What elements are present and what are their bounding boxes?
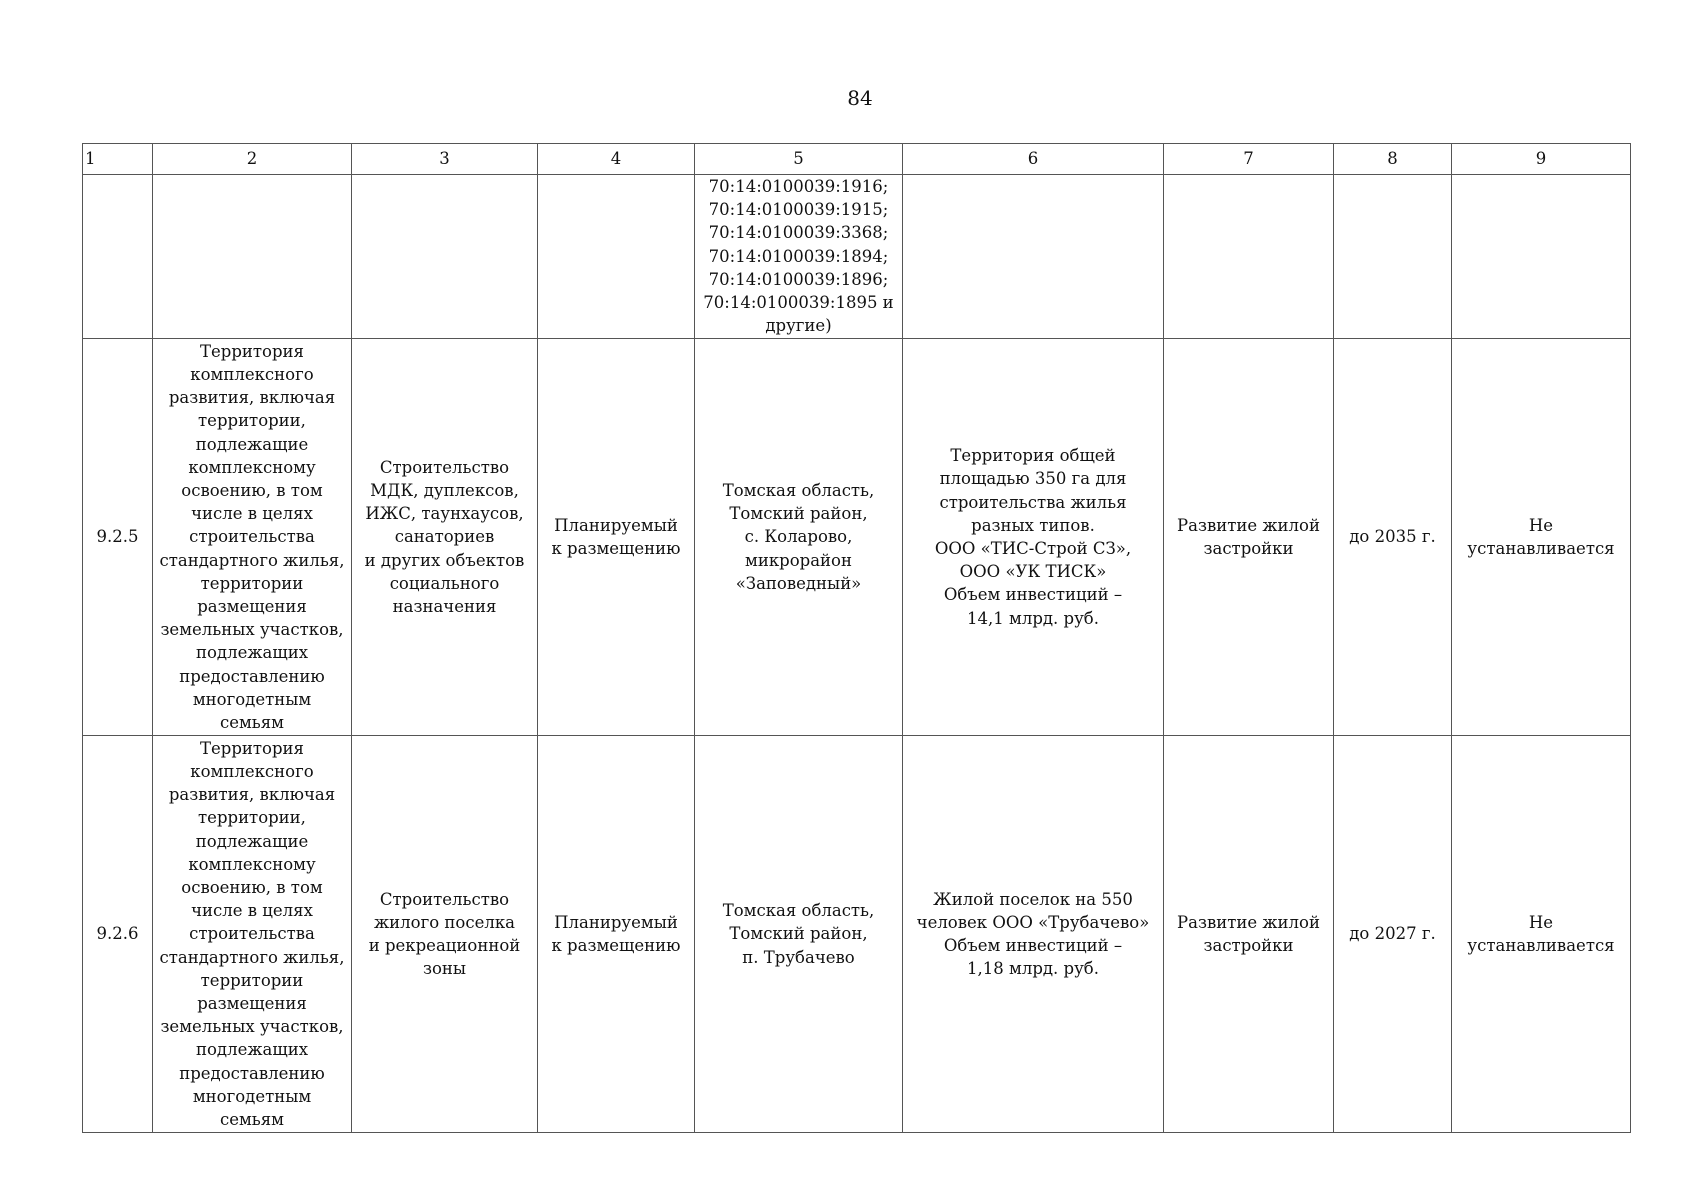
- header-col-2: 2: [153, 144, 352, 175]
- text-line: комплексному: [188, 457, 316, 477]
- cell: [83, 175, 153, 339]
- text-line: с. Коларово,: [744, 527, 853, 547]
- text-line: семьям: [219, 713, 285, 733]
- text-line: Планируемый: [554, 912, 678, 932]
- text-line: 70:14:0100039:1895 и: [703, 293, 894, 313]
- text-line: территории: [200, 970, 304, 990]
- text-line: Территория: [200, 341, 304, 361]
- construction-purpose: [352, 339, 538, 736]
- text-line: стандартного жилья,: [159, 947, 345, 967]
- text-line: назначения: [392, 597, 497, 616]
- text-line: подлежащих: [196, 1040, 308, 1060]
- text-line: к размещению: [551, 539, 681, 558]
- text-line: семьям: [219, 1110, 285, 1130]
- text-line: социального: [389, 573, 500, 593]
- zone-note: Не устанавливается: [1452, 736, 1631, 1133]
- text-line: п. Трубачево: [742, 947, 855, 967]
- text-line: Строительство: [379, 889, 510, 909]
- text-line: человек ООО «Трубачево»: [916, 912, 1150, 932]
- zone-note: Не устанавливается: [1452, 339, 1631, 736]
- text-line: 1,18 млрд. руб.: [967, 959, 1099, 979]
- text-line: размещения: [197, 994, 307, 1013]
- text-line: Жилой поселок на 550: [933, 889, 1133, 909]
- text-line: стандартного жилья,: [159, 550, 345, 570]
- text-line: и рекреационной: [368, 936, 521, 955]
- text-line: комплексному: [188, 854, 316, 874]
- purpose: [1164, 339, 1334, 736]
- territory-description: [153, 736, 352, 1133]
- text-line: и других объектов: [364, 550, 525, 570]
- text-line: подлежащих: [196, 643, 308, 663]
- cell: [1452, 175, 1631, 339]
- text-line: застройки: [1203, 936, 1294, 955]
- status: [538, 736, 695, 1133]
- text-line: строительства жилья: [939, 492, 1127, 512]
- cadastral-numbers-cell: [695, 175, 903, 339]
- text-line: строительства: [189, 527, 315, 547]
- text-line: санаториев: [394, 527, 495, 547]
- text-line: развития, включая: [168, 785, 336, 805]
- header-col-5: 5: [695, 144, 903, 175]
- construction-purpose: [352, 736, 538, 1133]
- text-line: комплексного: [190, 761, 314, 781]
- header-col-6: 6: [903, 144, 1164, 175]
- row-number: 9.2.6: [83, 736, 153, 1133]
- text-line: территории,: [198, 808, 306, 828]
- text-line: строительства: [189, 924, 315, 944]
- text-line: микрорайон: [745, 550, 852, 570]
- text-line: ИЖС, таунхаусов,: [365, 504, 524, 524]
- text-line: Развитие жилой: [1177, 912, 1320, 932]
- deadline: до 2027 г.: [1334, 736, 1452, 1133]
- table-row: [83, 736, 1631, 1133]
- text-line: зоны: [422, 959, 467, 979]
- cell: [538, 175, 695, 339]
- header-row: [83, 144, 1631, 175]
- text-line: Строительство: [379, 457, 510, 477]
- text-line: другие): [765, 316, 832, 336]
- text-line: Томский район,: [729, 504, 868, 524]
- row-number: 9.2.5: [83, 339, 153, 736]
- header-col-3: 3: [352, 144, 538, 175]
- text-line: «Заповедный»: [735, 573, 862, 593]
- continuation-row: [83, 175, 1631, 339]
- text-line: МДК, дуплексов,: [370, 480, 519, 500]
- purpose: [1164, 736, 1334, 1133]
- status: [538, 339, 695, 736]
- text-line: 14,1 млрд. руб.: [967, 608, 1099, 628]
- territory-description: [153, 339, 352, 736]
- text-line: Развитие жилой: [1177, 515, 1320, 535]
- characteristics: [903, 736, 1164, 1133]
- header-col-4: 4: [538, 144, 695, 175]
- text-line: разных типов.: [971, 515, 1095, 535]
- text-line: 70:14:0100039:1916;: [708, 177, 889, 196]
- text-line: освоению, в том: [181, 877, 323, 897]
- header-col-8: 8: [1334, 144, 1452, 175]
- text-line: Территория: [200, 738, 304, 758]
- text-line: Томский район,: [729, 924, 868, 944]
- text-line: размещения: [197, 597, 307, 616]
- header-col-9: 9: [1452, 144, 1631, 175]
- deadline: до 2035 г.: [1334, 339, 1452, 736]
- text-line: земельных участков,: [160, 1017, 344, 1037]
- text-line: развития, включая: [168, 388, 336, 408]
- text-line: комплексного: [190, 364, 314, 384]
- characteristics: [903, 339, 1164, 736]
- cell: [352, 175, 538, 339]
- text-line: многодетным: [192, 1086, 312, 1106]
- text-line: Томская область,: [722, 901, 875, 921]
- text-line: Объем инвестиций –: [943, 585, 1123, 605]
- text-line: 70:14:0100039:1894;: [708, 246, 889, 266]
- text-line: площадью 350 га для: [939, 469, 1127, 489]
- text-line: Планируемый: [554, 515, 678, 535]
- text-line: территории,: [198, 411, 306, 431]
- cell: [1334, 175, 1452, 339]
- location: [695, 339, 903, 736]
- text-line: к размещению: [551, 936, 681, 955]
- planning-table: [82, 143, 1631, 1133]
- text-line: земельных участков,: [160, 620, 344, 640]
- page-number: 84: [847, 86, 873, 110]
- text-line: предоставлению: [179, 666, 325, 686]
- text-line: 70:14:0100039:1915;: [708, 200, 889, 220]
- text-line: многодетным: [192, 689, 312, 709]
- cell: [903, 175, 1164, 339]
- header-col-7: 7: [1164, 144, 1334, 175]
- text-line: освоению, в том: [181, 480, 323, 500]
- text-line: застройки: [1203, 539, 1294, 558]
- text-line: Территория общей: [950, 446, 1116, 466]
- text-line: подлежащие: [195, 831, 309, 851]
- header-col-1: 1: [83, 144, 153, 175]
- cell: [153, 175, 352, 339]
- text-line: подлежащие: [195, 434, 309, 454]
- text-line: числе в целях: [191, 901, 313, 921]
- text-line: 70:14:0100039:3368;: [708, 223, 889, 243]
- text-line: Объем инвестиций –: [943, 936, 1123, 955]
- text-line: Томская область,: [722, 480, 875, 500]
- table-row: [83, 339, 1631, 736]
- text-line: жилого поселка: [374, 912, 515, 932]
- text-line: предоставлению: [179, 1063, 325, 1083]
- text-line: ООО «УК ТИСК»: [959, 562, 1107, 582]
- text-line: территории: [200, 573, 304, 593]
- location: [695, 736, 903, 1133]
- cell: [1164, 175, 1334, 339]
- text-line: 70:14:0100039:1896;: [708, 269, 889, 289]
- text-line: числе в целях: [191, 504, 313, 524]
- text-line: ООО «ТИС-Строй СЗ»,: [934, 539, 1132, 558]
